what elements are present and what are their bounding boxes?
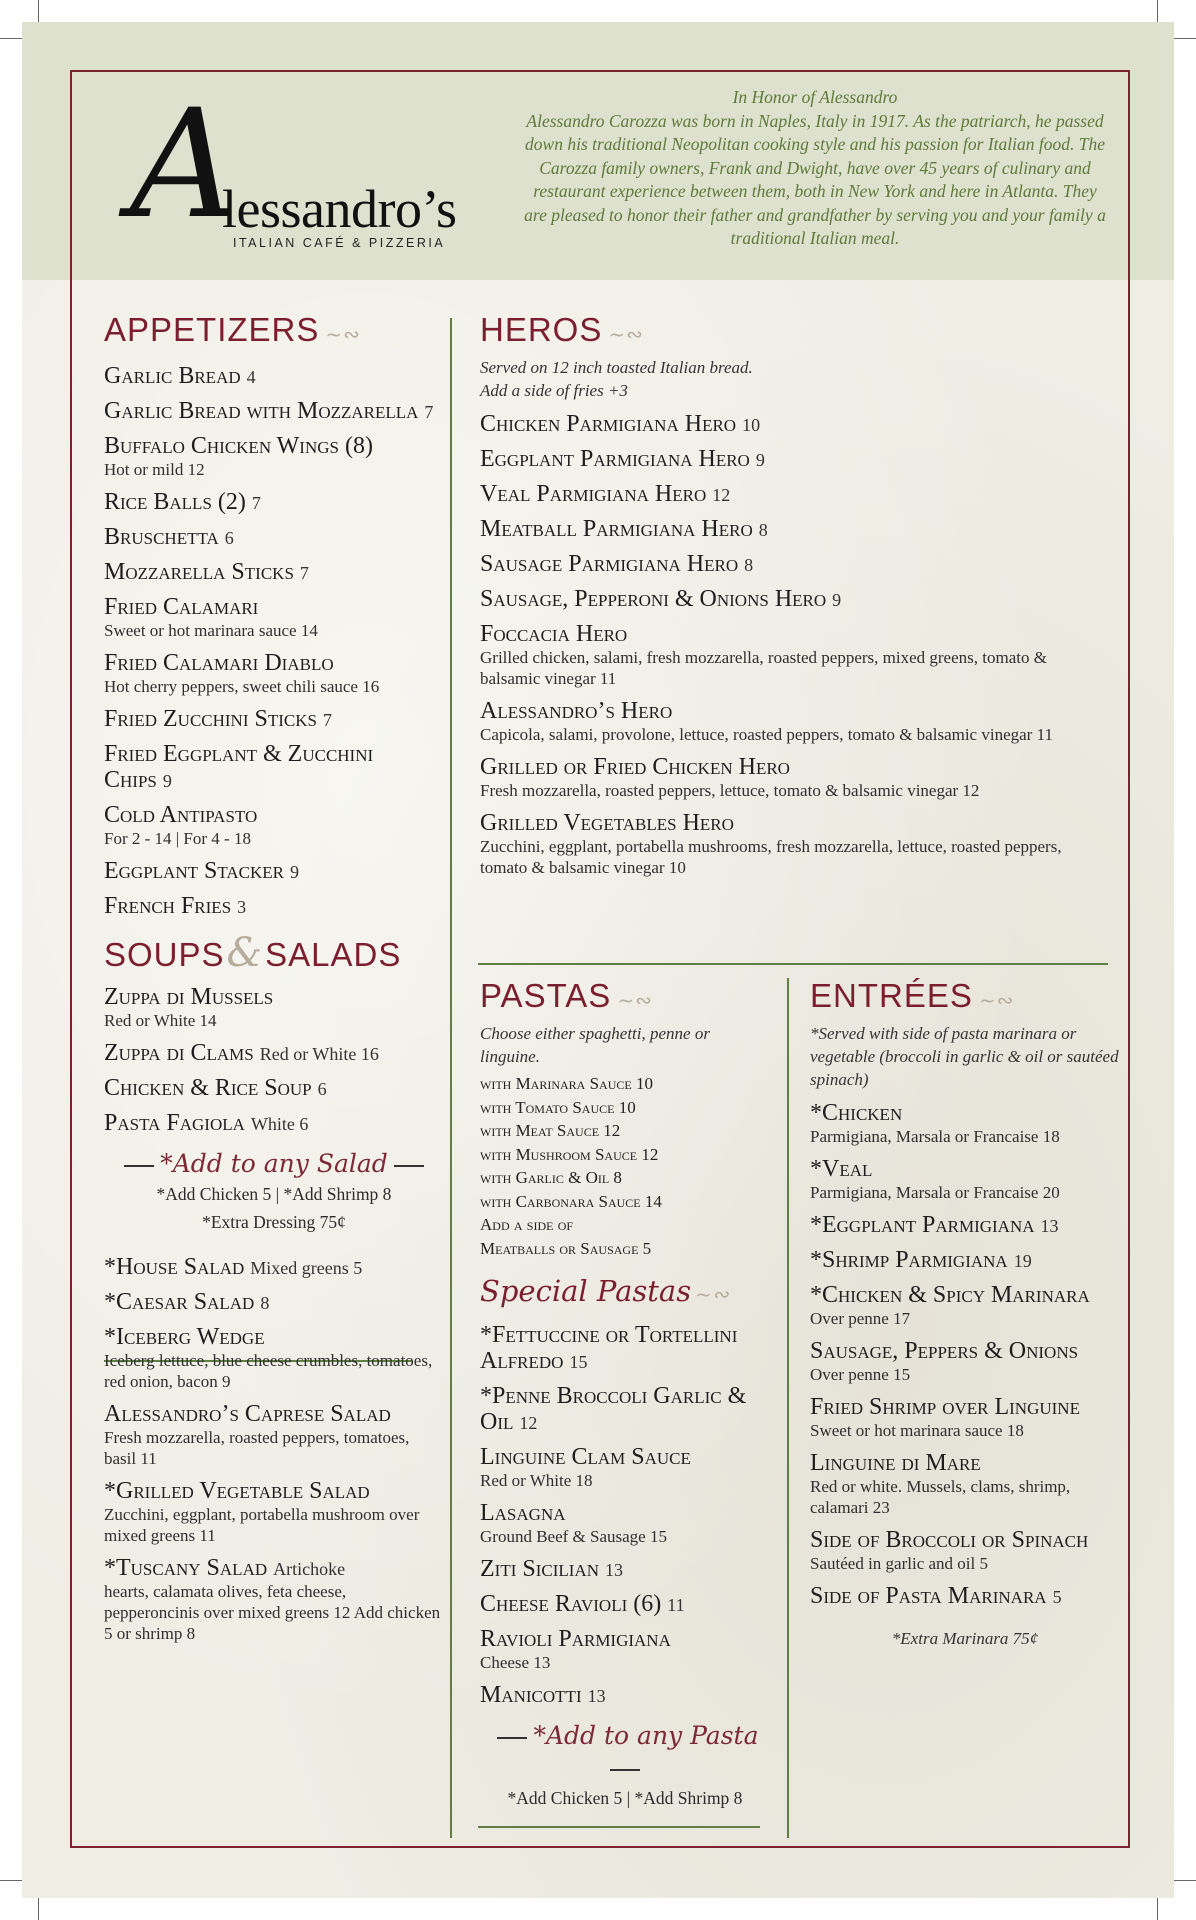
- item-name: *Eggplant Parmigiana: [810, 1212, 1035, 1238]
- pasta-option: with Marinara Sauce 10: [480, 1074, 653, 1093]
- item-description: Capicola, salami, provolone, lettuce, roasted peppers, tomato & balsamic vinegar 11: [480, 725, 1053, 744]
- item-price: 8: [758, 520, 768, 540]
- item-name: Bruschetta: [104, 524, 219, 550]
- item-description: Sweet or hot marinara sauce 18: [810, 1421, 1024, 1440]
- entrees-list: [810, 1100, 1120, 1609]
- appetizers-list: [104, 363, 444, 919]
- special-pasta-item: [480, 1682, 770, 1708]
- special-pastas-heading: Special Pastas ~∾: [480, 1274, 729, 1308]
- salad-addon-title: *Add to any Salad: [104, 1148, 444, 1180]
- item-price: 3: [237, 897, 247, 917]
- item-description: Zucchini, eggplant, portabella mushrooms, fresh mozzarella, lettuce, roasted peppers, tomato & balsamic vinegar 10: [480, 837, 1062, 877]
- item-name: Cheese Ravioli (6): [480, 1591, 662, 1617]
- logo-initial: A: [130, 78, 239, 252]
- item-name: Chicken Parmigiana Hero: [480, 411, 737, 437]
- item-name: Zuppa di Clams: [104, 1040, 254, 1066]
- column-divider: [787, 978, 789, 1838]
- appetizers-column: [104, 310, 444, 1644]
- salad-item: [104, 1401, 444, 1469]
- special-pasta-item: [480, 1626, 770, 1673]
- entree-item: [810, 1282, 1120, 1329]
- salads-list: [104, 1254, 444, 1644]
- restaurant-logo: [130, 78, 470, 260]
- heros-note: Served on 12 inch toasted Italian bread. Add a side of fries +3: [480, 358, 753, 400]
- item-description: For 2 - 14 | For 4 - 18: [104, 829, 251, 848]
- item-name: Eggplant Stacker: [104, 858, 284, 884]
- honor-title: In Honor of Alessandro: [732, 87, 898, 107]
- item-price: 7: [299, 563, 309, 583]
- item-price: 8: [260, 1293, 270, 1313]
- pastas-heading: PASTAS ~∾: [480, 977, 653, 1014]
- item-name: Mozzarella Sticks: [104, 559, 294, 585]
- item-description: Red or White 14: [104, 1011, 217, 1030]
- item-name: Linguine Clam Sauce: [480, 1444, 691, 1470]
- item-name: Side of Pasta Marinara: [810, 1583, 1047, 1609]
- item-name: Lasagna: [480, 1500, 566, 1526]
- item-description: Parmigiana, Marsala or Francaise 20: [810, 1183, 1060, 1202]
- pastas-note: Choose either spaghetti, penne or linguine.: [480, 1024, 710, 1066]
- item-description: Fresh mozzarella, roasted peppers, lettuce, tomato & balsamic vinegar 12: [480, 781, 980, 800]
- item-price: 8: [744, 555, 754, 575]
- item-name: French Fries: [104, 893, 232, 919]
- item-price: 10: [742, 415, 761, 435]
- entree-item: [810, 1394, 1120, 1441]
- item-name: Alessandro’s Hero: [480, 698, 673, 724]
- ornament-icon: ~∾: [617, 988, 653, 1012]
- pasta-option: with Meat Sauce 12: [480, 1121, 621, 1140]
- item-price: 5: [1052, 1587, 1062, 1607]
- logo-wordmark: lessandro’s: [222, 179, 457, 239]
- item-price: 7: [251, 493, 261, 513]
- item-price: Mixed greens 5: [250, 1258, 363, 1278]
- item-name: *Grilled Vegetable Salad: [104, 1478, 370, 1504]
- special-pasta-item: [480, 1322, 770, 1374]
- item-name: Chicken & Rice Soup: [104, 1075, 312, 1101]
- item-name: Ziti Sicilian: [480, 1556, 599, 1582]
- ornament-icon: ~∾: [978, 988, 1015, 1012]
- item-description: Ground Beef & Sausage 15: [480, 1527, 667, 1546]
- item-description: Fresh mozzarella, roasted peppers, tomatoes, basil 11: [104, 1428, 410, 1468]
- column-divider: [450, 318, 452, 1838]
- pasta-option: with Tomato Sauce 10: [480, 1097, 636, 1117]
- item-name: Fried Shrimp over Linguine: [810, 1394, 1080, 1420]
- item-description: Red or White 18: [480, 1471, 593, 1490]
- item-name: Fried Zucchini Sticks: [104, 706, 317, 732]
- item-name: Manicotti: [480, 1682, 582, 1708]
- item-name: *Shrimp Parmigiana: [810, 1247, 1008, 1273]
- appetizer-item: [104, 524, 444, 550]
- heros-list: [480, 411, 1110, 878]
- item-price: Red or White 16: [259, 1044, 379, 1064]
- soup-item: [104, 984, 444, 1031]
- item-name: Fried Calamari: [104, 594, 259, 620]
- item-price: 7: [424, 402, 434, 422]
- item-name: Ravioli Parmigiana: [480, 1626, 671, 1652]
- item-price: 13: [604, 1560, 623, 1580]
- item-name: Linguine di Mare: [810, 1450, 981, 1476]
- pasta-option: with Garlic & Oil 8: [480, 1168, 622, 1187]
- hero-item: [480, 411, 1110, 437]
- item-price: 13: [587, 1686, 606, 1706]
- entree-item: [810, 1100, 1120, 1147]
- item-name: Garlic Bread: [104, 363, 241, 389]
- special-pasta-item: [480, 1500, 770, 1547]
- item-price: 6: [224, 528, 234, 548]
- entrees-note: *Served with side of pasta marinara or vegetable (broccoli in garlic & oil or sautéed spinach): [810, 1024, 1119, 1089]
- ornament-icon: ~∾: [608, 322, 644, 346]
- entree-item: [810, 1247, 1120, 1273]
- salad-addon-line: *Add Chicken 5 | *Add Shrimp 8: [156, 1184, 392, 1204]
- appetizer-item: [104, 489, 444, 515]
- ornament-icon: ~∾: [695, 1282, 729, 1306]
- heros-heading: HEROS ~∾: [480, 311, 644, 348]
- pasta-addon-title: *Add to any Pasta: [480, 1720, 770, 1784]
- entree-item: [810, 1527, 1120, 1574]
- item-price: 6: [317, 1079, 327, 1099]
- item-description: Red or white. Mussels, clams, shrimp, calamari 23: [810, 1477, 1071, 1517]
- item-name: *Tuscany Salad: [104, 1555, 268, 1581]
- item-price: Artichoke: [273, 1559, 346, 1579]
- item-description: Over penne 17: [810, 1309, 911, 1328]
- item-name: Grilled Vegetables Hero: [480, 810, 734, 836]
- appetizer-item: [104, 893, 444, 919]
- item-name: *House Salad: [104, 1254, 245, 1280]
- heros-section: [480, 310, 1110, 878]
- appetizer-item: [104, 802, 444, 849]
- ampersand-flourish: &: [226, 930, 264, 976]
- item-price: 19: [1013, 1251, 1032, 1271]
- item-name: Meatball Parmigiana Hero: [480, 516, 753, 542]
- item-description: Cheese 13: [480, 1653, 551, 1672]
- item-name: Veal Parmigiana Hero: [480, 481, 707, 507]
- item-description: Over penne 15: [810, 1365, 911, 1384]
- appetizer-item: [104, 559, 444, 585]
- item-price: 9: [755, 450, 765, 470]
- salad-item: [104, 1289, 444, 1315]
- soups-salads-heading: SOUPS&SALADS: [104, 930, 402, 976]
- special-pastas-list: [480, 1322, 770, 1708]
- item-name: Grilled or Fried Chicken Hero: [480, 754, 790, 780]
- item-description: Sautéed in garlic and oil 5: [810, 1554, 988, 1573]
- item-name: Foccacia Hero: [480, 621, 628, 647]
- appetizers-heading: APPETIZERS ~∾: [104, 311, 361, 348]
- item-name: Zuppa di Mussels: [104, 984, 274, 1010]
- hero-item: [480, 586, 1110, 612]
- soup-item: [104, 1110, 444, 1136]
- pasta-option: Meatballs or Sausage 5: [480, 1238, 652, 1258]
- item-name: *Veal: [810, 1156, 873, 1182]
- entree-item: [810, 1212, 1120, 1238]
- honor-text: Alessandro Carozza was born in Naples, Italy in 1917. As the patriarch, he passed down his traditional Neopolitan cooking style and his passion for Italian food. The Carozza family owners, Frank and Dwight, have over 45 years of culinary and restaurant experience between them, both in New York and here in Atlanta. They are pleased to honor their father and grandfather by serving you and your family a traditional Italian meal.: [524, 110, 1106, 248]
- entree-item: [810, 1156, 1120, 1203]
- entrees-section: [810, 976, 1120, 1654]
- item-price: 11: [667, 1595, 685, 1615]
- item-name: Rice Balls (2): [104, 489, 246, 515]
- item-name: Sausage Parmigiana Hero: [480, 551, 739, 577]
- item-price: 9: [162, 771, 172, 791]
- item-name: *Penne Broccoli Garlic & Oil: [480, 1383, 747, 1435]
- logo-subtitle: ITALIAN CAFÉ & PIZZERIA: [233, 236, 446, 250]
- salad-dressing-line: *Extra Dressing 75¢: [202, 1212, 346, 1232]
- pasta-addon-divider: [478, 1826, 760, 1828]
- item-name: *Chicken: [810, 1100, 903, 1126]
- hero-item: [480, 446, 1110, 472]
- special-pasta-item: [480, 1556, 770, 1582]
- item-name: *Fettuccine or Tortellini Alfredo: [480, 1322, 738, 1374]
- appetizer-item: [104, 741, 444, 793]
- pasta-option: with Mushroom Sauce 12: [480, 1144, 659, 1164]
- entree-item: [810, 1338, 1120, 1385]
- item-price: White 6: [250, 1114, 309, 1134]
- special-pasta-item: [480, 1444, 770, 1491]
- soups-list: [104, 984, 444, 1136]
- item-description: Parmigiana, Marsala or Francaise 18: [810, 1127, 1060, 1146]
- hero-item: [480, 698, 1110, 745]
- pasta-option: with Carbonara Sauce 14: [480, 1191, 662, 1211]
- salad-item: [104, 1555, 444, 1644]
- item-description: Grilled chicken, salami, fresh mozzarella, roasted peppers, mixed greens, tomato & balsamic vinegar 11: [480, 648, 1047, 688]
- hero-item: [480, 810, 1110, 878]
- item-price: 9: [832, 590, 842, 610]
- entree-item: [810, 1583, 1120, 1609]
- extra-marinara-note: *Extra Marinara 75¢: [891, 1629, 1039, 1648]
- item-name: *Caesar Salad: [104, 1289, 255, 1315]
- item-name: Fried Eggplant & Zucchini Chips: [104, 741, 374, 793]
- entree-item: [810, 1450, 1120, 1518]
- honor-note: [520, 86, 1110, 251]
- appetizer-item: [104, 706, 444, 732]
- appetizer-item: [104, 858, 444, 884]
- item-name: Sausage, Pepperoni & Onions Hero: [480, 586, 827, 612]
- item-name: Cold Antipasto: [104, 802, 258, 828]
- item-name: Fried Calamari Diablo: [104, 650, 334, 676]
- item-description: Hot cherry peppers, sweet chili sauce 16: [104, 677, 380, 696]
- item-name: Buffalo Chicken Wings (8): [104, 433, 373, 459]
- appetizer-item: [104, 433, 444, 480]
- hero-item: [480, 481, 1110, 507]
- special-pasta-item: [480, 1383, 770, 1435]
- pastas-section: [480, 976, 770, 1812]
- appetizer-item: [104, 650, 444, 697]
- item-description: Sweet or hot marinara sauce 14: [104, 621, 318, 640]
- ornament-icon: ~∾: [325, 322, 361, 346]
- special-pasta-item: [480, 1591, 770, 1617]
- pasta-option: Add a side of: [480, 1215, 574, 1234]
- hero-item: [480, 551, 1110, 577]
- item-name: Alessandro’s Caprese Salad: [104, 1401, 391, 1427]
- item-description: Zucchini, eggplant, portabella mushroom over mixed greens 11: [104, 1505, 420, 1545]
- pasta-addon-line: *Add Chicken 5 | *Add Shrimp 8: [507, 1788, 743, 1808]
- soup-item: [104, 1075, 444, 1101]
- item-price: 12: [519, 1413, 538, 1433]
- item-price: 15: [569, 1352, 588, 1372]
- item-description: hearts, calamata olives, feta cheese, pepperoncinis over mixed greens 12 Add chicken 5 or shrimp 8: [104, 1582, 441, 1643]
- item-price: 13: [1040, 1216, 1059, 1236]
- item-name: Side of Broccoli or Spinach: [810, 1527, 1089, 1553]
- section-divider: [478, 963, 1108, 965]
- item-price: 7: [322, 710, 332, 730]
- appetizer-item: [104, 594, 444, 641]
- soup-item: [104, 1040, 444, 1066]
- salad-item: [104, 1478, 444, 1546]
- item-name: Sausage, Peppers & Onions: [810, 1338, 1079, 1364]
- salad-item: [104, 1254, 444, 1280]
- item-name: Pasta Fagiola: [104, 1110, 245, 1136]
- hero-item: [480, 621, 1110, 689]
- item-price: 12: [712, 485, 731, 505]
- hero-item: [480, 516, 1110, 542]
- item-name: *Chicken & Spicy Marinara: [810, 1282, 1090, 1308]
- entrees-heading: ENTRÉES ~∾: [810, 977, 1015, 1014]
- item-name: Eggplant Parmigiana Hero: [480, 446, 750, 472]
- item-description: Iceberg lettuce, blue cheese crumbles, tomatoes, red onion, bacon 9: [104, 1351, 433, 1391]
- item-price: 4: [246, 367, 256, 387]
- item-name: Garlic Bread with Mozzarella: [104, 398, 419, 424]
- appetizer-item: [104, 363, 444, 389]
- item-price: 9: [289, 862, 299, 882]
- hero-item: [480, 754, 1110, 801]
- salad-item: [104, 1324, 444, 1392]
- item-description: Hot or mild 12: [104, 460, 205, 479]
- appetizer-item: [104, 398, 444, 424]
- item-name: *Iceberg Wedge: [104, 1324, 265, 1350]
- pasta-options: [480, 1072, 770, 1260]
